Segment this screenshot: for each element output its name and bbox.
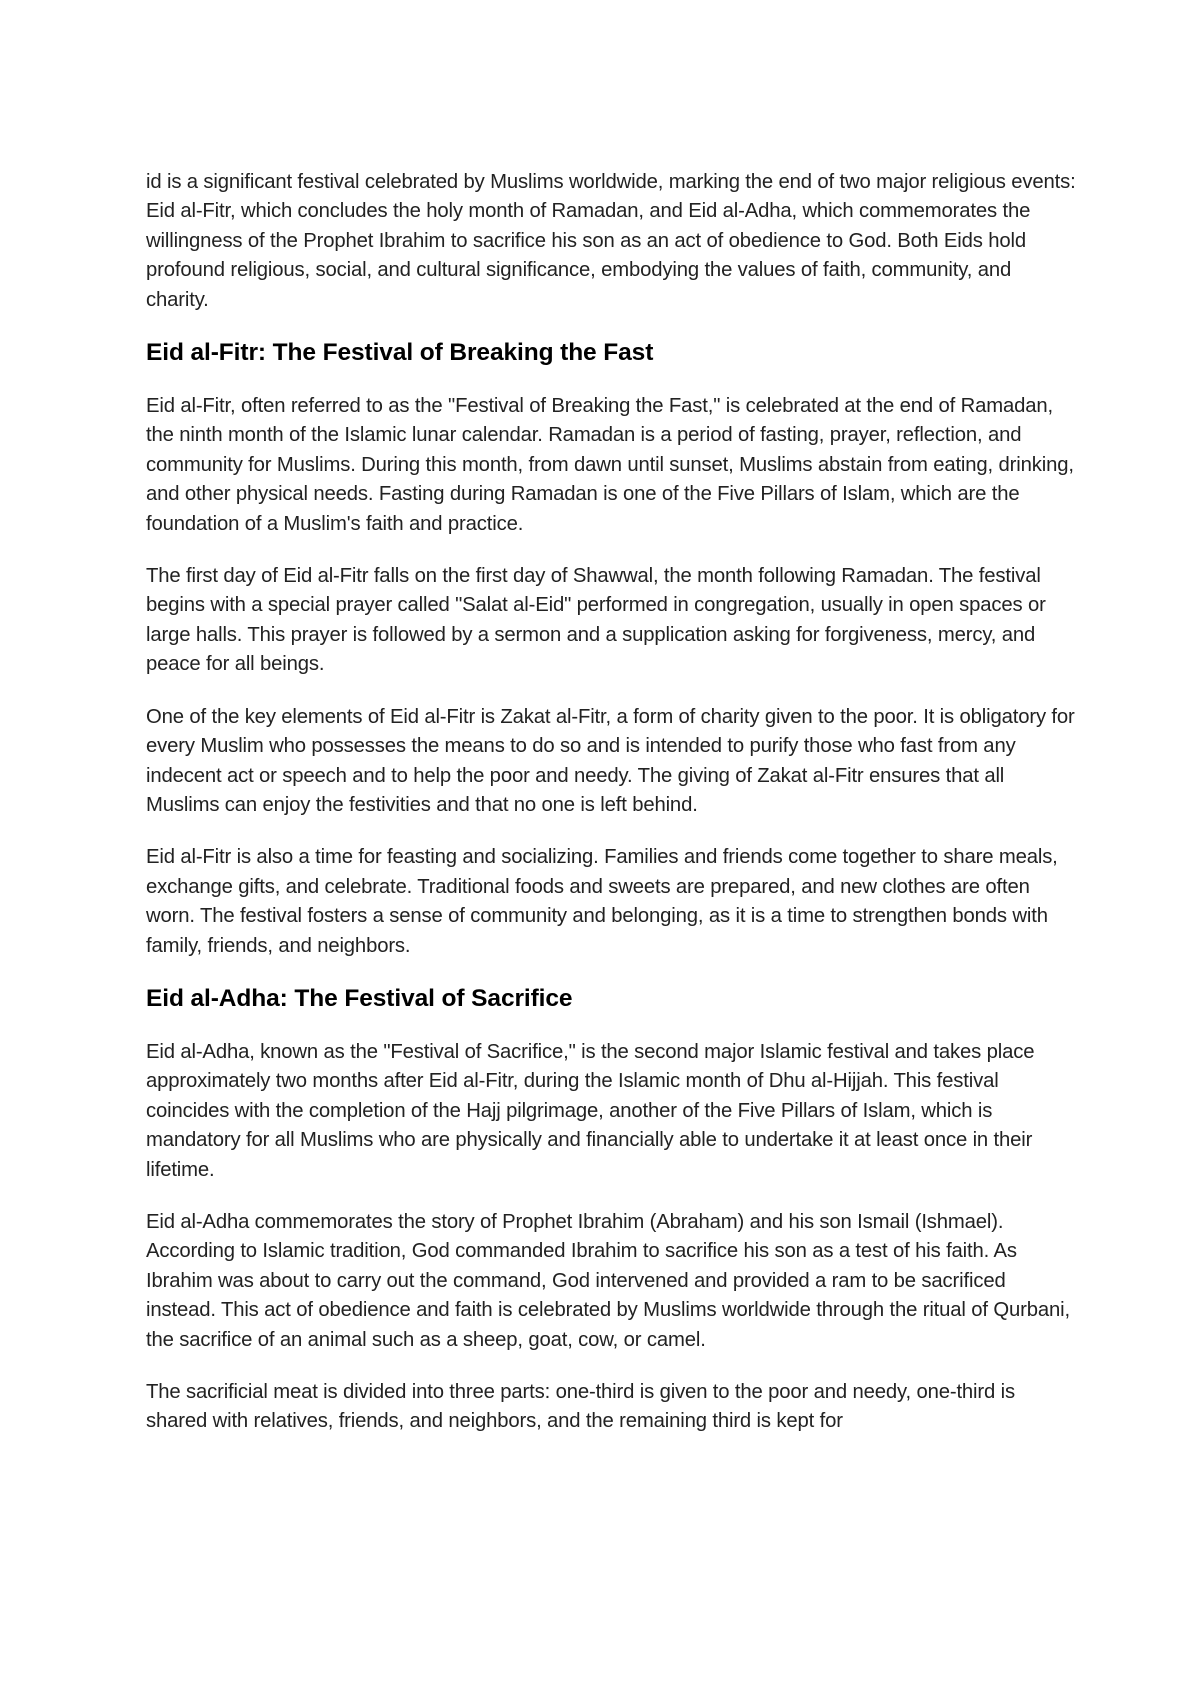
fitr-paragraph-4: Eid al-Fitr is also a time for feasting and socializing. Families and friends come together to share meals, exchange gifts, and celebrate. Traditional foods and sweets are prepared, and new clothes are often worn. The festival fosters a sense of community and belonging, as it is a time to strengthen bonds with family, friends, and neighbors. [146,846,1058,957]
adha-paragraph-3: The sacrificial meat is divided into three parts: one-third is given to the poor and needy, one-third is shared with relatives, friends, and neighbors, and the remaining third is kept for [146,1381,1015,1433]
document-page [146,168,1076,1460]
intro-paragraph: id is a significant festival celebrated by Muslims worldwide, marking the end of two major religious events: Eid al-Fitr, which concludes the holy month of Ramadan, and Eid al-Adha, which commemorates the willingness of the Prophet Ibrahim to sacrifice his son as an act of obedience to God. Both Eids hold profound religious, social, and cultural significance, embodying the values of faith, community, and charity. [146,171,1076,311]
adha-paragraph-2: Eid al-Adha commemorates the story of Prophet Ibrahim (Abraham) and his son Ismail (Ishmael). According to Islamic tradition, God commanded Ibrahim to sacrifice his son as a test of his faith. As Ibrahim was about to carry out the command, God intervened and provided a ram to be sacrificed instead. This act of obedience and faith is celebrated by Muslims worldwide through the ritual of Qurbani, the sacrifice of an animal such as a sheep, goat, cow, or camel. [146,1210,1070,1351]
eid-al-adha-heading: Eid al-Adha: The Festival of Sacrifice [146,984,573,1012]
fitr-paragraph-2: The first day of Eid al-Fitr falls on the first day of Shawwal, the month following Ramadan. The festival begins with a special prayer called "Salat al-Eid" performed in congregation, usually in open spaces or large halls. This prayer is followed by a sermon and a supplication asking for forgiveness, mercy, and peace for all beings. [146,565,1046,676]
eid-al-fitr-heading: Eid al-Fitr: The Festival of Breaking the Fast [146,339,654,367]
fitr-paragraph-3: One of the key elements of Eid al-Fitr is Zakat al-Fitr, a form of charity given to the poor. It is obligatory for every Muslim who possesses the means to do so and is intended to purify those who fast from any indecent act or speech and to help the poor and needy. The giving of Zakat al-Fitr ensures that all Muslims can enjoy the festivities and that no one is left behind. [146,705,1075,816]
fitr-paragraph-1: Eid al-Fitr, often referred to as the "Festival of Breaking the Fast," is celebrated at the end of Ramadan, the ninth month of the Islamic lunar calendar. Ramadan is a period of fasting, prayer, reflection, and community for Muslims. During this month, from dawn until sunset, Muslims abstain from eating, drinking, and other physical needs. Fasting during Ramadan is one of the Five Pillars of Islam, which are the foundation of a Muslim's faith and practice. [146,395,1074,535]
adha-paragraph-1: Eid al-Adha, known as the "Festival of Sacrifice," is the second major Islamic festival and takes place approximately two months after Eid al-Fitr, during the Islamic month of Dhu al-Hijjah. This festival coincides with the completion of the Hajj pilgrimage, another of the Five Pillars of Islam, which is mandatory for all Muslims who are physically and financially able to undertake it at least once in their lifetime. [146,1040,1035,1181]
